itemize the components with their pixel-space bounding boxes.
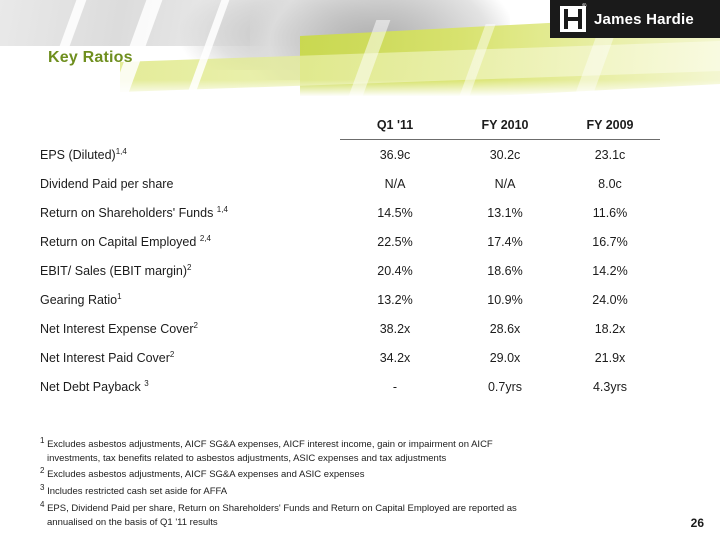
- row-value-fy2009: 24.0%: [592, 292, 628, 307]
- column-header-q1-11: Q1 '11: [340, 118, 450, 140]
- row-value-fy2009: 23.1c: [594, 147, 626, 162]
- row-value-fy2010: 17.4%: [487, 234, 523, 249]
- row-label-text: Dividend Paid per share: [40, 177, 174, 192]
- column-header-fy-2009: FY 2009: [560, 118, 660, 140]
- table-row: [40, 314, 660, 343]
- row-value-fy2009: 21.9x: [594, 350, 626, 365]
- footnote-1-marker: 1: [40, 436, 45, 445]
- table-body: [40, 140, 660, 402]
- column-header-fy-2010: FY 2010: [450, 118, 560, 140]
- row-label-text: Gearing Ratio: [40, 293, 118, 308]
- row-value-fy2009: 4.3yrs: [592, 379, 628, 394]
- row-value-q1: 13.2%: [377, 292, 413, 307]
- page-number: 26: [690, 516, 704, 530]
- row-value-fy2009: 8.0c: [598, 176, 622, 191]
- row-value-q1: 38.2x: [379, 321, 411, 336]
- row-label: [40, 140, 340, 170]
- row-value-fy2009: 16.7%: [592, 234, 628, 249]
- row-label: [40, 314, 340, 343]
- row-value-fy2010: N/A: [494, 176, 516, 191]
- row-label-footnote-marker: 2: [187, 262, 192, 272]
- row-value-fy2009: 11.6%: [592, 205, 628, 220]
- key-ratios-table: [40, 118, 660, 401]
- row-label-text: Return on Shareholders' Funds: [40, 206, 217, 221]
- row-label-text: EBIT/ Sales (EBIT margin): [40, 264, 188, 279]
- row-value-fy2010: 30.2c: [489, 147, 521, 162]
- footnote-2-marker: 2: [40, 466, 45, 476]
- footnote-1-line1: Excludes asbestos adjustments, AICF SG&A expenses, AICF interest income, gain or impairment on AICF: [47, 439, 493, 451]
- row-label: [40, 343, 340, 372]
- row-label-footnote-marker: 3: [144, 378, 149, 388]
- row-label-text: Net Interest Expense Cover: [40, 322, 194, 337]
- row-label: [40, 169, 340, 198]
- table-row: [40, 198, 660, 227]
- footnote-4-marker: 4: [40, 499, 45, 509]
- table-row: [40, 372, 660, 401]
- footnote-4-line1: EPS, Dividend Paid per share, Return on Shareholders' Funds and Return on Capital Employed are reported as: [47, 503, 517, 515]
- row-value-fy2009: 18.2x: [594, 321, 626, 336]
- row-value-q1: N/A: [384, 176, 406, 191]
- footnotes: [40, 436, 680, 530]
- row-value-fy2010: 28.6x: [489, 321, 521, 336]
- table-row: [40, 343, 660, 372]
- table-row: [40, 256, 660, 285]
- company-logo: [550, 0, 720, 38]
- table-row: [40, 169, 660, 198]
- header-bottom-fade: [0, 80, 720, 96]
- row-label-text: EPS (Diluted): [40, 147, 116, 162]
- row-label: [40, 256, 340, 285]
- row-value-fy2009: 14.2%: [592, 263, 628, 278]
- row-label-text: Net Debt Payback: [40, 380, 145, 395]
- logo-wordmark: James Hardie: [594, 10, 694, 28]
- row-value-q1: 34.2x: [379, 350, 411, 365]
- row-value-fy2010: 0.7yrs: [487, 379, 523, 394]
- table-row: [40, 140, 660, 170]
- table-header-row: [40, 118, 660, 140]
- table-row: [40, 285, 660, 314]
- row-label: [40, 198, 340, 227]
- footnote-4: [40, 500, 680, 516]
- table-header: [40, 118, 660, 140]
- row-label-footnote-marker: 1: [117, 291, 122, 301]
- row-label-footnote-marker: 2,4: [199, 233, 211, 243]
- row-label-footnote-marker: 1,4: [216, 204, 228, 214]
- row-label-text: Return on Capital Employed: [40, 235, 200, 250]
- row-label-text: Net Interest Paid Cover: [40, 351, 170, 366]
- column-header-blank: [40, 118, 340, 140]
- footnote-1-continuation: investments, tax benefits related to asbestos adjustments, ASIC expenses and tax adjustments: [47, 452, 447, 464]
- footnote-3-marker: 3: [40, 483, 45, 493]
- row-label: [40, 227, 340, 256]
- row-label-footnote-marker: 2: [169, 349, 175, 359]
- page-title: Key Ratios: [48, 49, 133, 66]
- footnote-4-continuation: annualised on the basis of Q1 '11 results: [47, 516, 218, 528]
- row-value-q1: 14.5%: [377, 205, 413, 220]
- row-value-fy2010: 10.9%: [487, 292, 523, 307]
- row-label: [40, 372, 340, 401]
- row-label-footnote-marker: 1,4: [115, 146, 127, 156]
- row-value-fy2010: 13.1%: [487, 205, 523, 220]
- footnote-1: [40, 436, 680, 452]
- footnote-3: [40, 483, 680, 499]
- row-value-fy2010: 18.6%: [487, 263, 523, 278]
- row-value-fy2010: 29.0x: [489, 350, 521, 365]
- row-value-q1: -: [392, 379, 398, 394]
- row-value-q1: 36.9c: [379, 147, 411, 162]
- row-value-q1: 22.5%: [377, 234, 413, 249]
- footnote-2: [40, 466, 680, 482]
- footnote-2-line1: Excludes asbestos adjustments, AICF SG&A expenses and ASIC expenses: [47, 469, 365, 481]
- table-row: [40, 227, 660, 256]
- row-value-q1: 20.4%: [377, 263, 413, 278]
- row-label-footnote-marker: 2: [193, 320, 198, 330]
- row-label: [40, 285, 340, 314]
- footnote-3-line1: Includes restricted cash set aside for AFFA: [47, 486, 228, 498]
- registered-trademark-icon: ®: [582, 4, 587, 10]
